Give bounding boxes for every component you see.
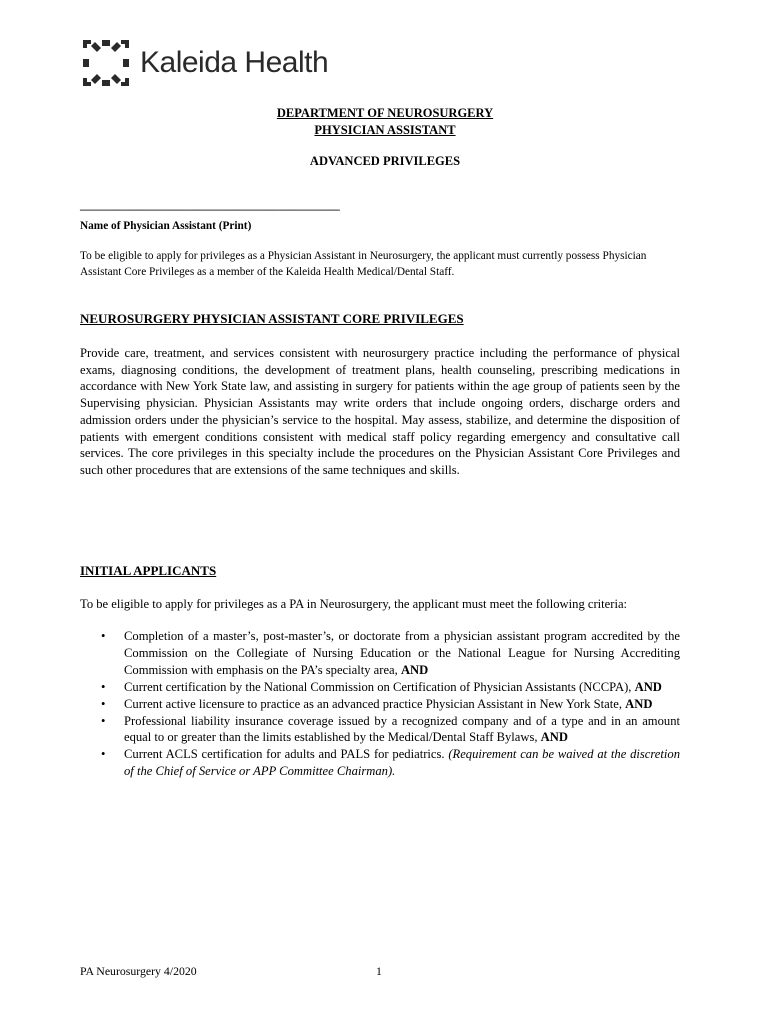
criteria-and: AND <box>625 696 653 711</box>
criteria-and: AND <box>540 730 568 745</box>
core-privileges-text: Provide care, treatment, and services consistent with neurosurgery practice including the performance of physical exams, diagnosing conditions, the development of treatment plans, health counseling, prescribing medications in accordance with New York State law, and assisting in surgery for patients within the age group of patients seen by the Supervising physician. Physician Assistants may write orders that include ongoing orders, discharge orders and admission orders under the physician’s service to the hospital. May assess, stabilize, and determine the disposition of patients with emergent conditions consistent with medical staff policy regarding emergency and consultative call services. The core privileges in this specialty include the procedures on the Physician Assistant Core Privileges and such other procedures that are extensions of the same techniques and skills. <box>80 346 680 477</box>
bullet: • <box>101 713 106 728</box>
criteria-list <box>80 628 680 780</box>
brand-name: Kaleida Health <box>140 46 329 79</box>
bullet: • <box>101 629 106 643</box>
criteria-and: AND <box>634 679 662 694</box>
criteria-and: AND <box>400 662 429 677</box>
criteria-text: Current active licensure to practice as an advanced practice Physician Assistant in New York State, <box>124 696 622 711</box>
kaleida-logo-icon <box>80 37 132 89</box>
criteria-text: Professional liability insurance coverage issued by a recognized company and of a type and in an amount equal to or greater than the limits established by the Medical/Dental Staff Bylaws, <box>124 713 680 745</box>
criteria-item <box>80 628 680 679</box>
criteria-note: (Requirement can be waived at the discretion of the Chief of Service or APP Committee Chairman). <box>124 747 680 779</box>
criteria-text: Completion of a master’s, post-master’s, or doctorate from a physician assistant program accredited by the Commission on the Collegiate of Nursing Education or the National League for Nursing Accrediting Commission with emphasis on the PA’s specialty area, <box>124 629 680 677</box>
bullet: • <box>101 679 106 694</box>
criteria-item <box>80 679 680 696</box>
initial-applicants-intro: To be eligible to apply for privileges as a PA in Neurosurgery, the applicant must meet the following criteria: <box>80 597 628 611</box>
page-number: 1 <box>376 964 382 978</box>
role-title: PHYSICIAN ASSISTANT <box>314 123 456 137</box>
kaleida-health-logo <box>80 36 328 90</box>
name-line: ______________________________________________ <box>80 200 340 212</box>
criteria-item <box>80 696 680 713</box>
bullet: • <box>101 747 106 762</box>
criteria-item <box>80 746 680 780</box>
privilege-title: ADVANCED PRIVILEGES <box>309 154 461 168</box>
eligibility-intro: To be eligible to apply for privileges as a Physician Assistant in Neurosurgery, the applicant must currently possess Physician Assistant Core Privileges as a member of the Kaleida Health Medical/Dental Staff. <box>80 250 647 278</box>
criteria-item <box>80 713 680 747</box>
criteria-text: Current certification by the National Commission on Certification of Physician Assistants (NCCPA), <box>124 679 632 694</box>
bullet: • <box>101 696 106 711</box>
name-label: Name of Physician Assistant (Print) <box>80 220 252 232</box>
criteria-text: Current ACLS certification for adults and PALS for pediatrics. <box>124 747 445 762</box>
initial-applicants-heading: INITIAL APPLICANTS <box>80 563 217 578</box>
core-privileges-heading: NEUROSURGERY PHYSICIAN ASSISTANT CORE PRIVILEGES <box>80 311 464 326</box>
footer-doc-id: PA Neurosurgery 4/2020 <box>80 964 197 978</box>
department-title: DEPARTMENT OF NEUROSURGERY <box>276 106 494 120</box>
